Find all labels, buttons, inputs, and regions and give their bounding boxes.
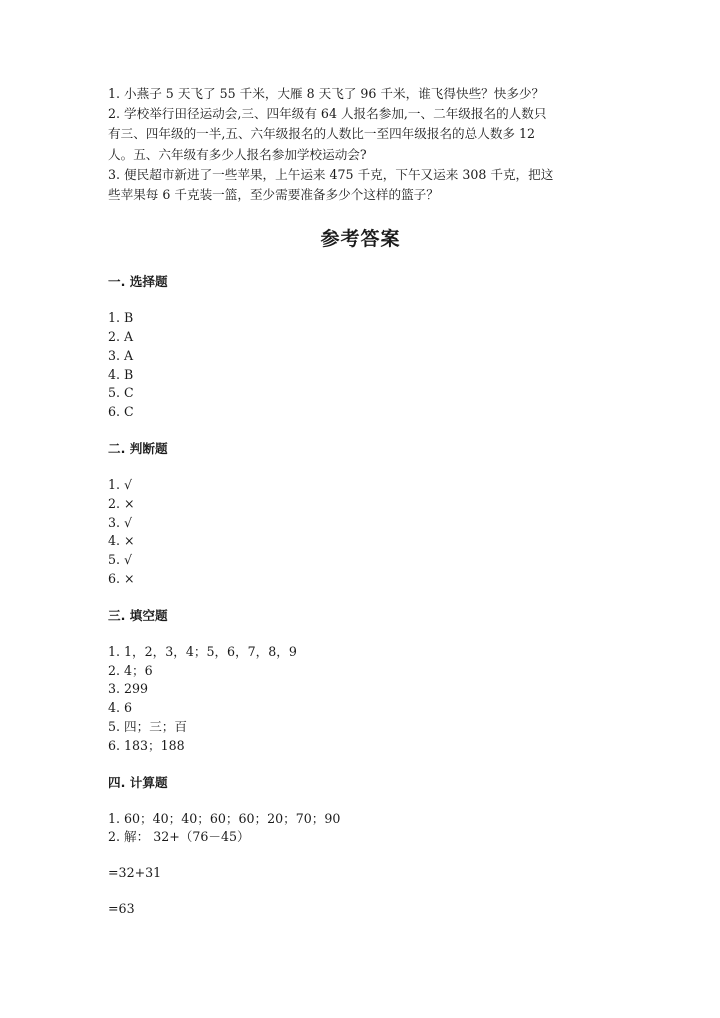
- question-line: 2. 学校举行田径运动会,三、四年级有 64 人报名参加,一、二年级报名的人数只: [108, 106, 547, 122]
- list-item: 3. A: [108, 347, 134, 363]
- list-item: 6. 183；188: [108, 737, 185, 753]
- question-line: 3. 便民超市新进了一些苹果，上午运来 475 千克，下午又运来 308 千克，把这: [108, 166, 554, 182]
- list-item: 4. 6: [108, 700, 133, 716]
- question-line: 1. 小燕子 5 天飞了 55 千米，大雁 8 天飞了 96 千米，谁飞得快些？快多少？: [108, 86, 545, 101]
- document-page: [108, 84, 613, 919]
- choice-answer-list: [108, 309, 613, 422]
- calc-step: =32+31: [108, 865, 162, 881]
- list-item: 2. 解： 32+（76－45）: [108, 829, 250, 845]
- list-item: 5. 四；三；百: [108, 718, 187, 734]
- question-block: [108, 84, 613, 205]
- section-heading-calc: 四. 计算题: [108, 774, 168, 790]
- list-item: 1. √: [108, 477, 133, 492]
- list-item: 1. 1，2，3，4；5，6，7，8，9: [108, 643, 297, 659]
- question-line: 些苹果每 6 千克装一篮，至少需要准备多少个这样的篮子？: [108, 187, 439, 203]
- list-item: 2. 4；6: [108, 662, 153, 678]
- judge-answer-list: [108, 476, 613, 589]
- list-item: 5. √: [108, 552, 133, 568]
- list-item: 2. ×: [108, 495, 135, 511]
- list-item: 3. 299: [108, 681, 149, 697]
- list-item: 1. B: [108, 310, 134, 326]
- list-item: 6. ×: [108, 570, 135, 586]
- list-item: 4. ×: [108, 533, 135, 549]
- list-item: 1. 60；40；40；60；60；20；70；90: [108, 810, 341, 826]
- list-item: 2. A: [108, 329, 134, 345]
- question-line: 人。五、六年级有多少人报名参加学校运动会?: [108, 146, 367, 162]
- fill-answer-list: [108, 643, 613, 756]
- answer-title: 参考答案: [320, 228, 401, 251]
- list-item: 4. B: [108, 366, 134, 382]
- list-item: 3. √: [108, 514, 133, 530]
- section-heading-fill: 三. 填空题: [108, 607, 168, 623]
- calc-step: =63: [108, 900, 135, 916]
- calc-answer-list: [108, 810, 613, 848]
- section-heading-choice: 一. 选择题: [108, 274, 168, 290]
- question-line: 有三、四年级的一半,五、六年级报名的人数比一至四年级报名的总人数多 12: [108, 126, 536, 142]
- section-heading-judge: 二. 判断题: [108, 441, 168, 456]
- list-item: 5. C: [108, 385, 134, 401]
- list-item: 6. C: [108, 404, 134, 420]
